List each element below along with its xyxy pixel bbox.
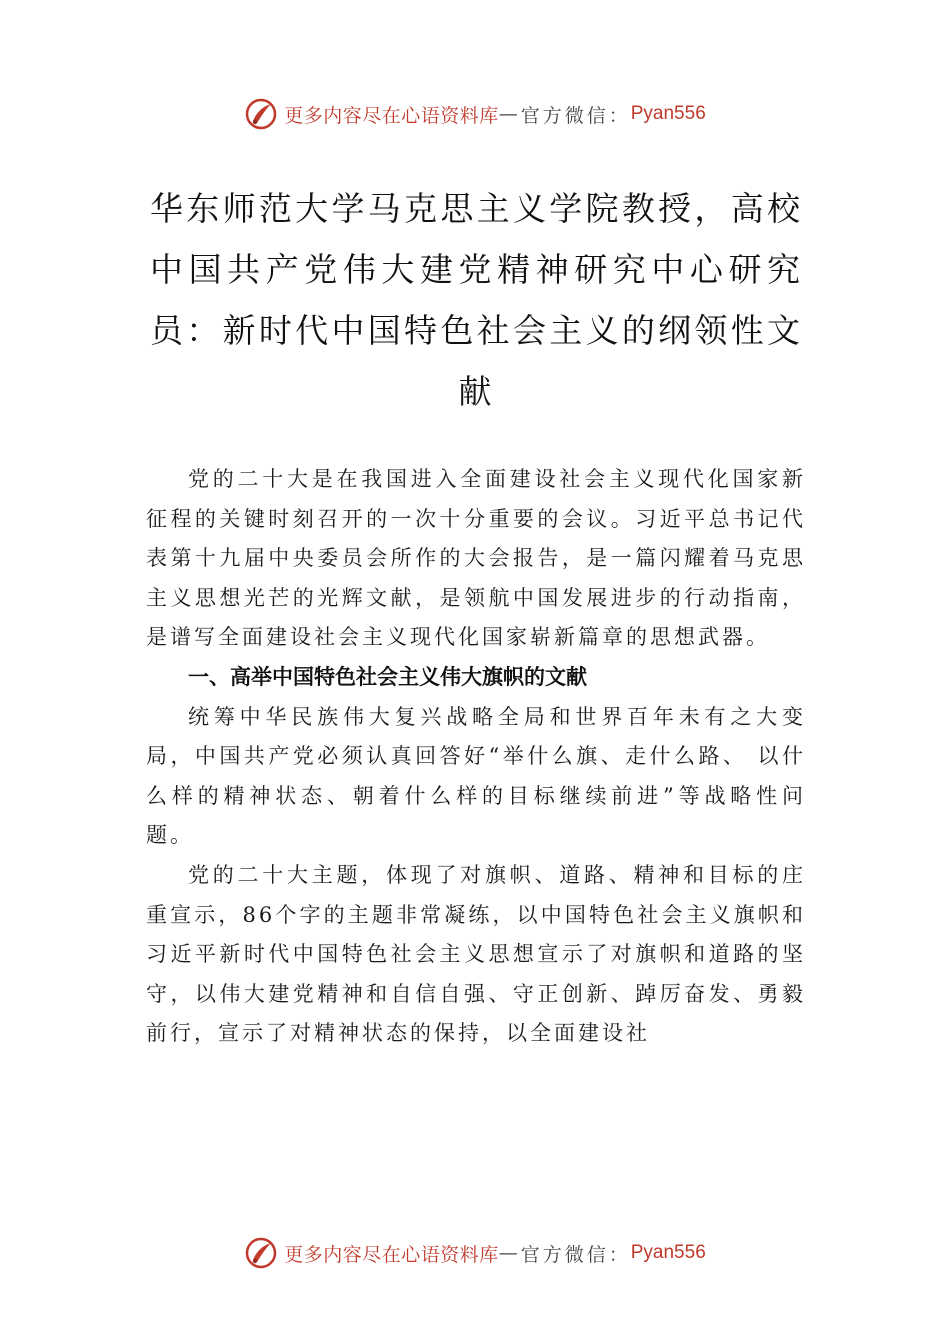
title-line-1: 华东师范大学马克思主义学院教授，高校	[150, 189, 800, 228]
document-body	[146, 460, 806, 1054]
watermark-brand: 更多内容尽在心语资料库	[284, 1243, 499, 1266]
watermark-dash: —	[498, 103, 521, 125]
paragraph-intro: 党的二十大是在我国进入全面建设社会主义现代化国家新征程的关键时刻召开的一次十分重要的会议。习近平总书记代表第十九届中央委员会所作的大会报告，是一篇闪耀着马克思主义思想光芒的光辉文献，是领航中国发展进步的行动指南，是谱写全面建设社会主义现代化国家崭新篇章的思想武器。	[146, 467, 806, 650]
brush-stamp-icon	[244, 97, 278, 131]
title-line-2: 中国共产党伟大建党精神研究中心研究	[150, 250, 800, 289]
paragraph-3: 党的二十大主题，体现了对旗帜、道路、精神和目标的庄重宣示，86个字的主题非常凝练，以中国特色社会主义旗帜和习近平新时代中国特色社会主义思想宣示了对旗帜和道路的坚守，以伟大建党精神和自信自强、守正创新、踔厉奋发、勇毅前行，宣示了对精神状态的保持，以全面建设社	[146, 862, 806, 1046]
brush-stamp-icon	[244, 1236, 278, 1270]
section-heading-1: 一、高举中国特色社会主义伟大旗帜的文献	[188, 664, 587, 689]
watermark-footer	[0, 1233, 950, 1273]
watermark-brand: 更多内容尽在心语资料库	[284, 104, 499, 127]
watermark-wechat-id: Pyan556	[630, 103, 706, 124]
watermark-dash: —	[498, 1242, 521, 1264]
paragraph-2: 统筹中华民族伟大复兴战略全局和世界百年未有之大变局，中国共产党必须认真回答好“举什么旗、走什么路、 以什么样的精神状态、朝着什么样的目标继续前进”等战略性问题。	[146, 704, 806, 848]
title-line-4: 献	[458, 372, 492, 411]
document-title	[150, 178, 800, 422]
watermark-header	[0, 94, 950, 134]
watermark-official: 官方微信：	[520, 104, 631, 127]
watermark-official: 官方微信：	[520, 1243, 631, 1266]
title-line-3: 员：新时代中国特色社会主义的纲领性文	[150, 311, 800, 350]
watermark-wechat-id: Pyan556	[630, 1242, 706, 1263]
